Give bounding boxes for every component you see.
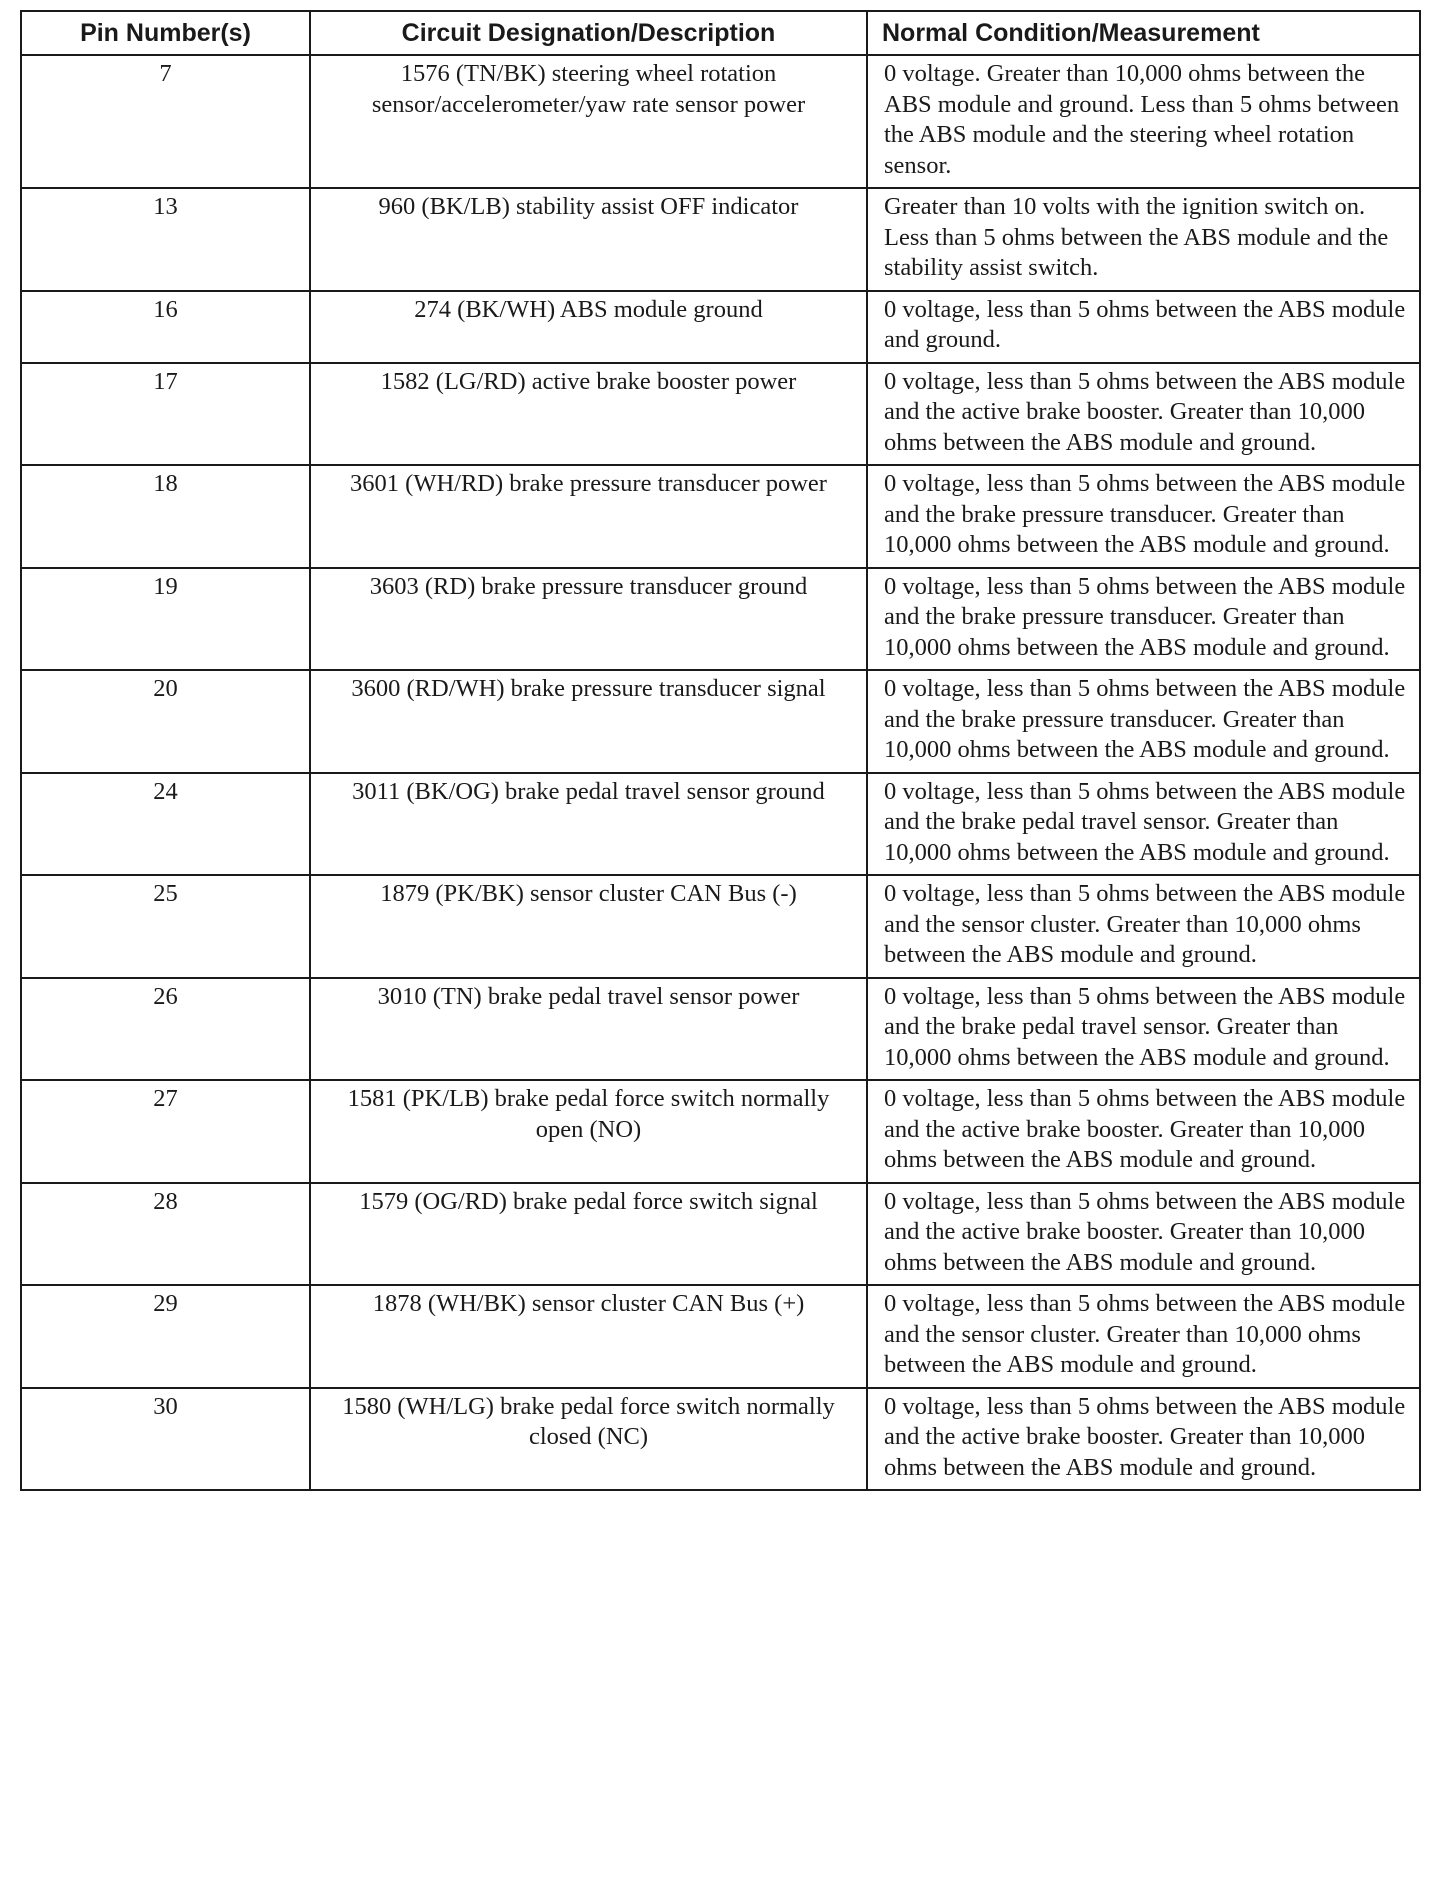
table-row bbox=[21, 1285, 1420, 1388]
measurement-cell: 0 voltage, less than 5 ohms between the ABS module and the sensor cluster. Greater than 10,000 ohms between the ABS module and ground. bbox=[867, 875, 1420, 978]
circuit-description-cell: 1576 (TN/BK) steering wheel rotation sensor/accelerometer/yaw rate sensor power bbox=[310, 55, 867, 188]
pin-number-cell: 18 bbox=[21, 465, 310, 568]
table-row bbox=[21, 291, 1420, 363]
pin-number-cell: 24 bbox=[21, 773, 310, 876]
table-row bbox=[21, 670, 1420, 773]
measurement-cell: 0 voltage, less than 5 ohms between the ABS module and the brake pressure transducer. Greater than 10,000 ohms between the ABS module and ground. bbox=[867, 465, 1420, 568]
circuit-description-cell: 1879 (PK/BK) sensor cluster CAN Bus (-) bbox=[310, 875, 867, 978]
header-row bbox=[21, 11, 1420, 55]
pin-table bbox=[20, 10, 1421, 1491]
pin-number-cell: 7 bbox=[21, 55, 310, 188]
table-row bbox=[21, 188, 1420, 291]
circuit-description-cell: 3603 (RD) brake pressure transducer ground bbox=[310, 568, 867, 671]
table-body bbox=[21, 55, 1420, 1490]
circuit-description-cell: 274 (BK/WH) ABS module ground bbox=[310, 291, 867, 363]
table-row bbox=[21, 1388, 1420, 1491]
table-row bbox=[21, 773, 1420, 876]
table-row bbox=[21, 363, 1420, 466]
measurement-cell: 0 voltage, less than 5 ohms between the ABS module and the brake pressure transducer. Greater than 10,000 ohms between the ABS module and ground. bbox=[867, 670, 1420, 773]
pin-number-cell: 20 bbox=[21, 670, 310, 773]
pin-number-cell: 16 bbox=[21, 291, 310, 363]
table-row bbox=[21, 55, 1420, 188]
circuit-description-cell: 1878 (WH/BK) sensor cluster CAN Bus (+) bbox=[310, 1285, 867, 1388]
measurement-cell: 0 voltage, less than 5 ohms between the ABS module and the active brake booster. Greater than 10,000 ohms between the ABS module and ground. bbox=[867, 1080, 1420, 1183]
pin-number-cell: 13 bbox=[21, 188, 310, 291]
table-row bbox=[21, 1080, 1420, 1183]
pin-number-cell: 19 bbox=[21, 568, 310, 671]
circuit-description-cell: 960 (BK/LB) stability assist OFF indicator bbox=[310, 188, 867, 291]
header-pin-number: Pin Number(s) bbox=[21, 11, 310, 55]
measurement-cell: 0 voltage, less than 5 ohms between the ABS module and the active brake booster. Greater than 10,000 ohms between the ABS module and ground. bbox=[867, 363, 1420, 466]
measurement-cell: 0 voltage, less than 5 ohms between the ABS module and the sensor cluster. Greater than 10,000 ohms between the ABS module and ground. bbox=[867, 1285, 1420, 1388]
pin-number-cell: 28 bbox=[21, 1183, 310, 1286]
circuit-description-cell: 3600 (RD/WH) brake pressure transducer signal bbox=[310, 670, 867, 773]
measurement-cell: 0 voltage, less than 5 ohms between the ABS module and the brake pressure transducer. Greater than 10,000 ohms between the ABS module and ground. bbox=[867, 568, 1420, 671]
table-row bbox=[21, 875, 1420, 978]
measurement-cell: 0 voltage, less than 5 ohms between the ABS module and ground. bbox=[867, 291, 1420, 363]
circuit-description-cell: 1579 (OG/RD) brake pedal force switch signal bbox=[310, 1183, 867, 1286]
circuit-description-cell: 1581 (PK/LB) brake pedal force switch normally open (NO) bbox=[310, 1080, 867, 1183]
table-header bbox=[21, 11, 1420, 55]
measurement-cell: 0 voltage, less than 5 ohms between the ABS module and the active brake booster. Greater than 10,000 ohms between the ABS module and ground. bbox=[867, 1388, 1420, 1491]
circuit-description-cell: 3010 (TN) brake pedal travel sensor power bbox=[310, 978, 867, 1081]
pin-number-cell: 27 bbox=[21, 1080, 310, 1183]
table-row bbox=[21, 465, 1420, 568]
header-circuit-designation: Circuit Designation/Description bbox=[310, 11, 867, 55]
table-row bbox=[21, 978, 1420, 1081]
pin-number-cell: 17 bbox=[21, 363, 310, 466]
pin-number-cell: 26 bbox=[21, 978, 310, 1081]
measurement-cell: 0 voltage, less than 5 ohms between the ABS module and the brake pedal travel sensor. Greater than 10,000 ohms between the ABS module and ground. bbox=[867, 978, 1420, 1081]
table-row bbox=[21, 568, 1420, 671]
measurement-cell: 0 voltage, less than 5 ohms between the ABS module and the brake pedal travel sensor. Greater than 10,000 ohms between the ABS module and ground. bbox=[867, 773, 1420, 876]
pin-number-cell: 29 bbox=[21, 1285, 310, 1388]
pin-number-cell: 30 bbox=[21, 1388, 310, 1491]
measurement-cell: 0 voltage. Greater than 10,000 ohms between the ABS module and ground. Less than 5 ohms between the ABS module and the steering wheel rotation sensor. bbox=[867, 55, 1420, 188]
header-normal-condition: Normal Condition/Measurement bbox=[867, 11, 1420, 55]
measurement-cell: Greater than 10 volts with the ignition switch on. Less than 5 ohms between the ABS module and the stability assist switch. bbox=[867, 188, 1420, 291]
circuit-description-cell: 1582 (LG/RD) active brake booster power bbox=[310, 363, 867, 466]
measurement-cell: 0 voltage, less than 5 ohms between the ABS module and the active brake booster. Greater than 10,000 ohms between the ABS module and ground. bbox=[867, 1183, 1420, 1286]
circuit-description-cell: 3601 (WH/RD) brake pressure transducer power bbox=[310, 465, 867, 568]
table-row bbox=[21, 1183, 1420, 1286]
circuit-description-cell: 3011 (BK/OG) brake pedal travel sensor ground bbox=[310, 773, 867, 876]
circuit-description-cell: 1580 (WH/LG) brake pedal force switch normally closed (NC) bbox=[310, 1388, 867, 1491]
pin-number-cell: 25 bbox=[21, 875, 310, 978]
